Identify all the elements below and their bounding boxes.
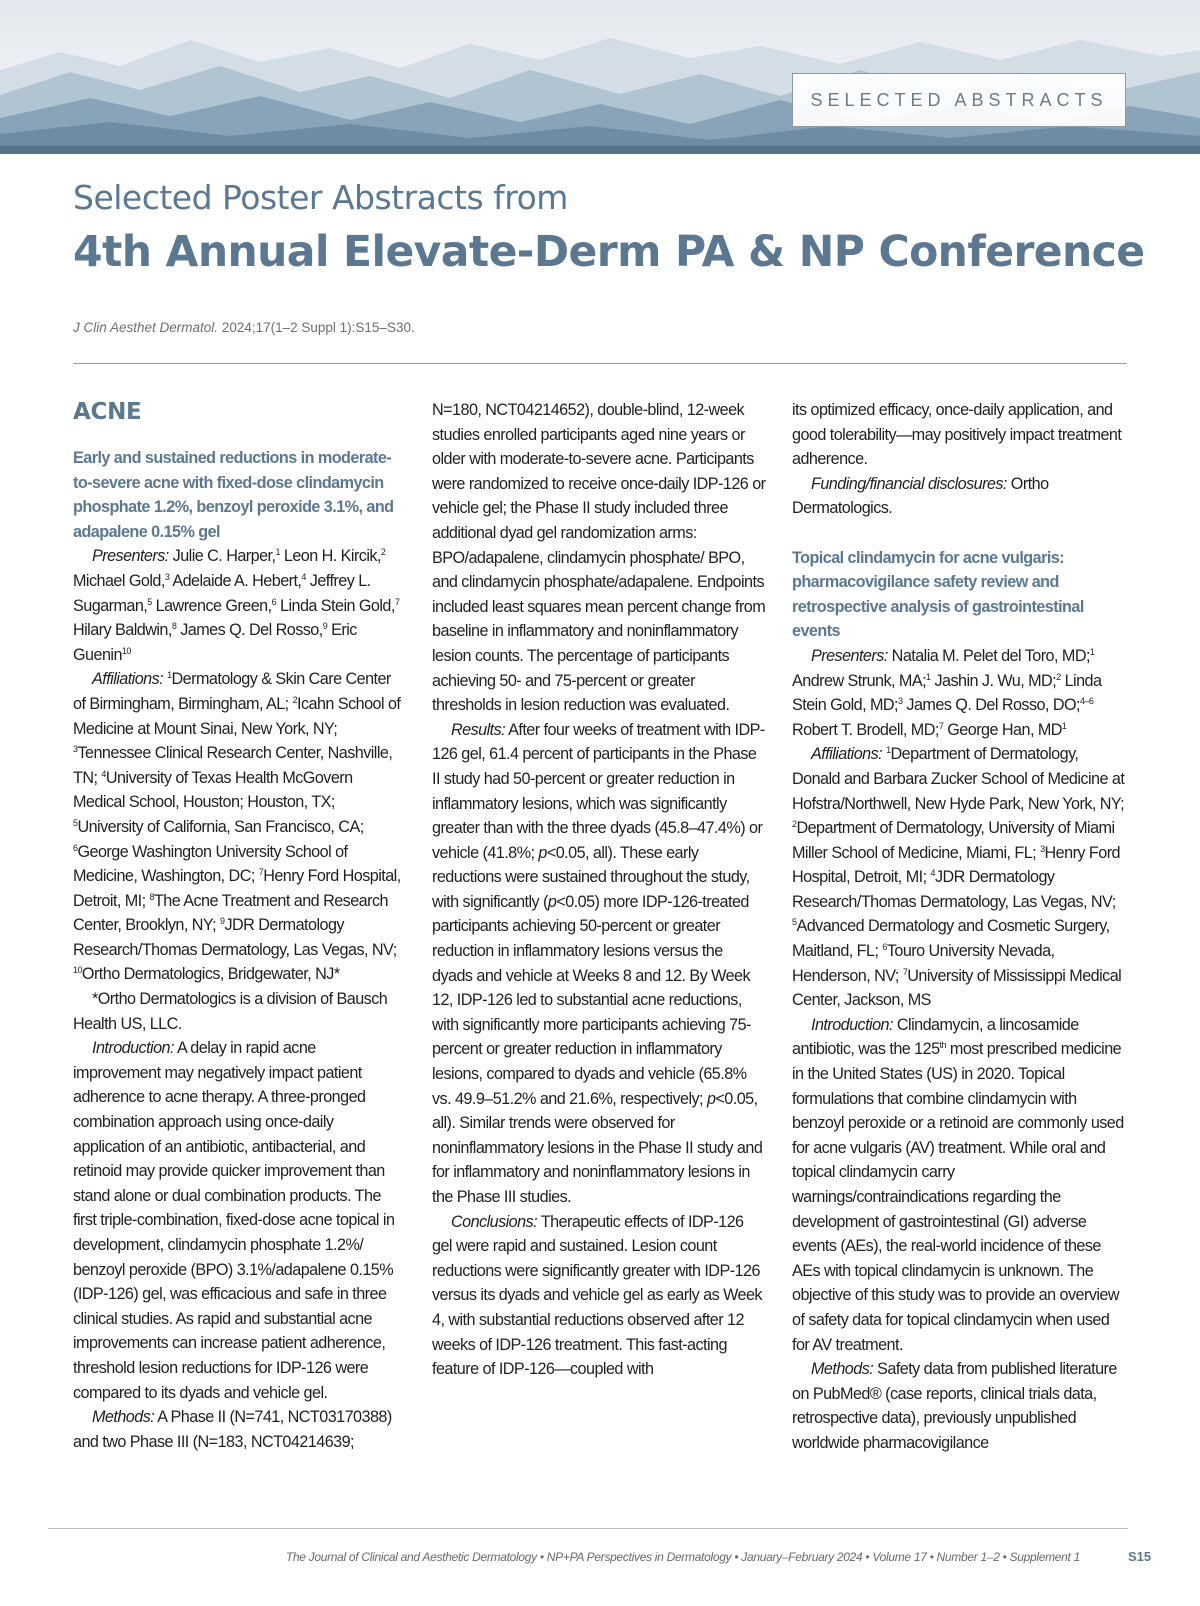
presenter-name: Linda Stein Gold, [276, 596, 395, 615]
affiliation-number: 3 [1040, 843, 1045, 854]
affiliation-number: 4 [101, 768, 106, 779]
affiliation-list [73, 670, 401, 983]
conclusions-continued: its optimized efficacy, once-daily application, and good tolerability—may positively impact treatment adherence. [792, 401, 1122, 469]
affiliation-number: 6 [73, 842, 78, 853]
results-label: Results: [451, 720, 506, 739]
page-subtitle: Selected Poster Abstracts from [73, 178, 568, 217]
affiliation-text: University of Mississippi Medical Center, Jackson, MS [792, 966, 1122, 1010]
methods-2 [792, 1357, 1126, 1455]
affiliation-text: Advanced Dermatology and Cosmetic Surgery, Maitland, FL; [792, 917, 1110, 961]
affiliation-number: 7 [938, 720, 944, 731]
affiliation-list [792, 745, 1124, 1009]
methods-1 [73, 1405, 407, 1454]
affiliation-number: 6 [882, 942, 887, 953]
affiliation-number: 10 [73, 965, 82, 976]
affiliation-number: 4 [301, 571, 306, 582]
affiliation-number: 3 [73, 744, 78, 755]
affiliations-1 [73, 667, 407, 987]
page-number: S15 [1128, 1549, 1152, 1564]
column-3 [792, 398, 1126, 1456]
footnote: *Ortho Dermatologics is a division of Bausch Health US, LLC. [73, 990, 388, 1033]
funding-text: Ortho Dermatologics. [792, 474, 1049, 518]
affiliation-number: 5 [73, 817, 78, 828]
affiliation-number: 7 [394, 596, 400, 607]
affiliation-text: The Acne Treatment and Research Center, Brooklyn, NY; [73, 891, 388, 935]
conclusions-label: Conclusions: [451, 1212, 538, 1231]
presenters-2 [792, 644, 1126, 742]
presenter-name: Michael Gold, [73, 571, 165, 590]
introduction-label: Introduction: [811, 1015, 893, 1034]
methods-continued: N=180, NCT04214652), double-blind, 12-week studies enrolled participants aged nine years or older with moderate-to-severe acne. Participants were randomized to receive once-daily IDP-126 or vehicle gel; the Phase II study included three additional dyad gel randomization arms: BPO/adapalene, clindamycin phosphate/ BPO, and clindamycin phosphate/adapalene. Endpoints included least squares mean percent change from baseline in inflammatory and noninflammatory lesion counts. The percentage of participants achieving 50- and 75-percent or greater thresholds in lesion reduction was evaluated. [432, 401, 766, 715]
affiliation-number: 1 [926, 671, 931, 682]
funding [792, 472, 1126, 521]
results [432, 718, 766, 1210]
introduction-2 [792, 1013, 1126, 1357]
introduction-label: Introduction: [92, 1039, 174, 1058]
affiliation-text: Tennessee Clinical Research Center, Nashville, TN; [73, 744, 393, 787]
results-text-b: <0.05, all). These early reductions were sustained throughout the study, with significantly ( [432, 843, 750, 911]
presenter-name: Eric Guenin [73, 621, 357, 664]
affiliations-2 [792, 742, 1126, 1013]
affiliation-number: 1 [167, 670, 172, 681]
presenter-name: Robert T. Brodell, MD; [792, 720, 939, 739]
affiliation-number: 9 [322, 621, 328, 632]
affiliation-number: 2 [792, 819, 797, 830]
affiliation-text: University of Texas Health McGovern Medical School, Houston; Houston, TX; [73, 768, 353, 812]
affiliation-number: 2 [380, 547, 386, 558]
presenter-name: James Q. Del Rosso, [176, 621, 323, 640]
affiliation-text: George Washington University School of Medicine, Washington, DC; [73, 842, 348, 886]
p-value-symbol: p [547, 892, 557, 911]
column-2 [432, 398, 766, 1382]
affiliation-number: 9 [220, 916, 225, 927]
presenter-name: Jashin J. Wu, MD; [930, 671, 1057, 690]
presenter-name: George Han, MD [943, 720, 1062, 739]
affiliation-number: 2 [292, 694, 298, 705]
page-title: 4th Annual Elevate-Derm PA & NP Conference [73, 228, 1145, 277]
affiliations-label: Affiliations: [92, 670, 164, 689]
affiliation-number: 1 [1061, 720, 1067, 731]
presenters-label: Presenters: [92, 547, 169, 566]
spacer [792, 521, 1126, 546]
presenter-name: Lawrence Green, [151, 596, 272, 615]
affiliation-number: 8 [149, 891, 154, 902]
column-1 [73, 398, 407, 1454]
methods-text: A Phase II (N=741, NCT03170388) and two Phase III (N=183, NCT04214639; [73, 1408, 392, 1451]
affiliation-number: 2 [1056, 671, 1061, 682]
affiliation-number: 10 [121, 645, 131, 656]
affiliation-text: University of California, San Francisco, CA; [77, 817, 364, 836]
results-text-a: After four weeks of treatment with IDP-126 gel, 61.4 percent of participants in the Phase II study had 50-percent or greater reduction in inflammatory lesions, which was significantly greater than with the three dyads (45.8–47.4%) or vehicle (41.8%; [432, 720, 765, 862]
introduction-1 [73, 1036, 407, 1405]
affiliation-number: 1 [886, 745, 891, 756]
results-text-c: <0.05) more IDP-126-treated participants achieving 50-percent or greater reduction in inflammatory lesions versus the dyads and vehicle at Weeks 8 and 12. By Week 12, IDP-126 led to substantial acne reductions, with significantly more participants achieving 75-percent or greater reduction in inflammatory lesions, compared to dyads and vehicle (65.8% vs. 49.9–51.2% and 21.6%, respectively; [432, 892, 751, 1108]
conclusions-text: Therapeutic effects of IDP-126 gel were rapid and sustained. Lesion count reductions were significantly greater with IDP-126 versus its dyads and vehicle gel as early as Week 4, with substantial reductions observed after 12 weeks of IDP-126 treatment. This fast-acting feature of IDP-126—coupled with [432, 1212, 762, 1379]
affiliation-text: JDR Dermatology Research/Thomas Dermatology, Las Vegas, NV; [73, 916, 397, 959]
affiliation-number: 7 [902, 966, 908, 977]
affiliation-number: 1 [275, 547, 280, 558]
affiliations-label: Affiliations: [811, 745, 883, 764]
affiliation-number: 4–6 [1080, 696, 1094, 707]
presenter-name: Andrew Strunk, MA; [792, 671, 927, 690]
conclusions [432, 1210, 766, 1382]
presenter-name: Julie C. Harper, [168, 547, 276, 566]
presenter-name: Adelaide A. Hebert, [169, 571, 302, 590]
presenters-1 [73, 544, 407, 667]
results-text-d: <0.05, all). Similar trends were observed for noninflammatory lesions in the Phase II study and for inflammatory and noninflammatory lesions in the Phase III studies. [432, 1089, 763, 1206]
affiliation-number: 4 [930, 868, 935, 879]
header-divider [73, 363, 1127, 364]
affiliation-number: 7 [258, 867, 264, 878]
article-title-1: Early and sustained reductions in moderate-to-severe acne with fixed-dose clindamycin phosphate 1.2%, benzoyl peroxide 3.1%, and adapalene 0.15% gel [73, 449, 394, 541]
affiliation-text: Department of Dermatology, University of Miami Miller School of Medicine, Miami, FL; [792, 819, 1115, 862]
affiliation-text: Henry Ford Hospital, Detroit, MI; [792, 843, 1121, 887]
affiliation-text: Ortho Dermatologics, Bridgewater, NJ* [81, 965, 340, 984]
affiliation-number: 8 [171, 621, 177, 632]
footer-divider [48, 1528, 1128, 1529]
methods-label: Methods: [92, 1408, 155, 1427]
methods-text: Safety data from published literature on PubMed® (case reports, clinical trials data, retrospective data), previously unpublished worldwide pharmacovigilance [792, 1360, 1117, 1452]
introduction-text-b: most prescribed medicine in the United States (US) in 2020. Topical formulations that combine clindamycin with benzoyl peroxide or a retinoid are commonly used for acne vulgaris (AV) treatment. While oral and topical clindamycin carry warnings/contraindications regarding the development of gastrointestinal (GI) adverse events (AEs), the real-world incidence of these AEs with topical clindamycin is unknown. The objective of this study was to provide an overview of safety data for topical clindamycin when used for AV treatment. [792, 1040, 1124, 1354]
p-value-symbol: p [538, 843, 547, 862]
methods-label: Methods: [811, 1360, 874, 1379]
presenter-name: Leon H. Kircik, [279, 547, 381, 566]
section-label: SELECTED ABSTRACTS [810, 89, 1108, 110]
citation-details: 2024;17(1–2 Suppl 1):S15–S30. [218, 320, 415, 335]
introduction-text-a: Clindamycin, a lincosamide antibiotic, was the 125 [792, 1015, 1079, 1059]
affiliation-number: 5 [792, 917, 797, 928]
presenters-label: Presenters: [811, 646, 888, 665]
affiliation-text: Department of Dermatology, Donald and Barbara Zucker School of Medicine at Hofstra/Northwell, New Hyde Park, New York, NY; [792, 745, 1125, 813]
affiliation-text: Henry Ford Hospital, Detroit, MI; [73, 867, 401, 910]
presenter-name: Linda Stein Gold, MD; [792, 671, 1102, 715]
section-heading-acne: ACNE [73, 399, 142, 425]
affiliation-number: 1 [1089, 646, 1095, 657]
funding-label: Funding/financial disclosures: [811, 474, 1007, 493]
section-label-box [792, 73, 1126, 127]
citation-journal: J Clin Aesthet Dermatol. [73, 320, 219, 335]
footer-journal-info: The Journal of Clinical and Aesthetic Dermatology • NP+PA Perspectives in Dermatology • January–February 2024 • Volume 17 • Number 1–2 • Supplement 1 [285, 1550, 1080, 1564]
affiliation-number: 3 [898, 696, 903, 707]
affiliation-number: 6 [271, 596, 277, 607]
affiliation-text: Icahn School of Medicine at Mount Sinai, New York, NY; [73, 694, 401, 738]
presenter-name: Natalia M. Pelet del Toro, MD; [887, 646, 1090, 665]
presenter-name: Hilary Baldwin, [73, 621, 172, 640]
citation [73, 320, 415, 335]
article-title-2: Topical clindamycin for acne vulgaris: pharmacovigilance safety review and retrospective analysis of gastrointestinal events [792, 548, 1084, 641]
introduction-text: A delay in rapid acne improvement may negatively impact patient adherence to acne therapy. A three-pronged combination approach using once-daily application of an antibiotic, antibacterial, and retinoid may provide quicker improvement than stand alone or dual combination products. The first triple-combination, fixed-dose acne topical in development, clindamycin phosphate 1.2%/ benzoyl peroxide (BPO) 3.1%/adapalene 0.15% (IDP-126) gel, was efficacious and safe in three clinical studies. As rapid and substantial acne improvements can increase patient adherence, threshold lesion reductions for IDP-126 were compared to its dyads and vehicle gel. [73, 1039, 395, 1402]
affiliation-text: Touro University Nevada, Henderson, NV; [792, 942, 1055, 985]
affiliation-number: 5 [147, 596, 152, 607]
ordinal-suffix: th [939, 1040, 946, 1051]
presenter-name: Jeffrey L. Sugarman, [73, 571, 371, 615]
presenter-name: James Q. Del Rosso, DO; [902, 696, 1080, 715]
affiliation-text: JDR Dermatology Research/Thomas Dermatology, Las Vegas, NV; [792, 868, 1116, 911]
affiliation-text: Dermatology & Skin Care Center of Birmingham, Birmingham, AL; [73, 670, 391, 713]
affiliation-number: 3 [164, 571, 170, 582]
p-value-symbol: p [706, 1089, 716, 1108]
